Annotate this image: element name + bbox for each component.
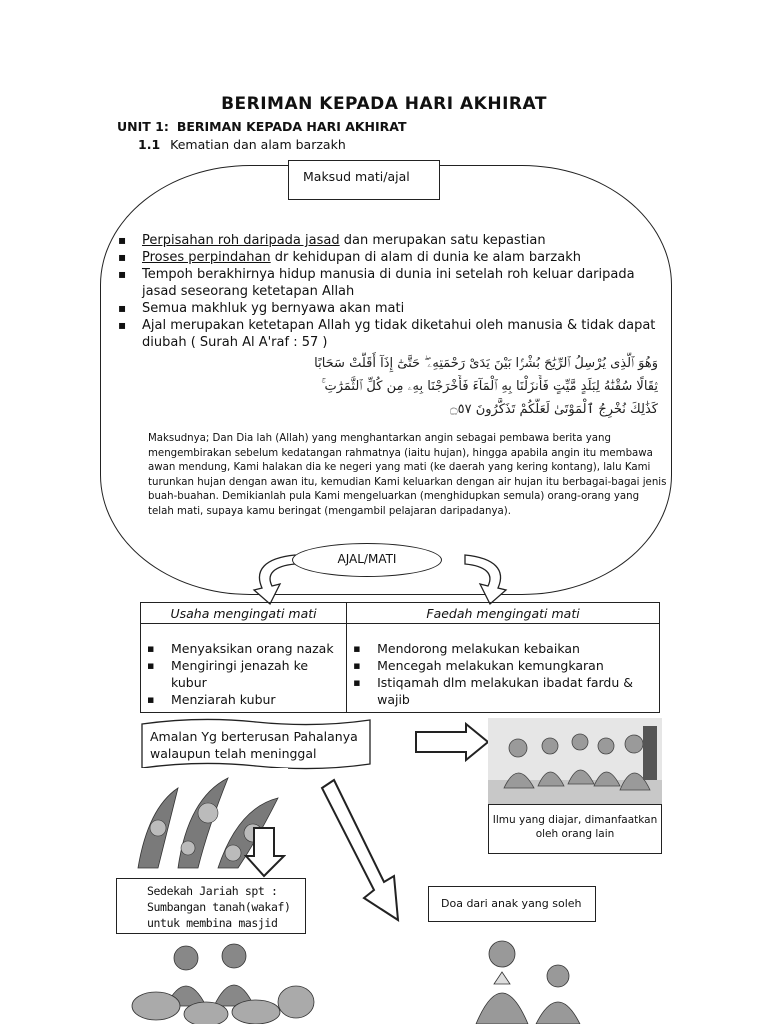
diagonal-arrow-icon — [318, 778, 408, 926]
doa-box: Doa dari anak yang soleh — [428, 886, 596, 922]
unit-title: BERIMAN KEPADA HARI AKHIRAT — [176, 119, 407, 134]
section-title: Kematian dan alam barzakh — [170, 137, 346, 152]
list-item: ▪ Mencegah melakukan kemungkaran — [353, 657, 653, 674]
verse-line: ثِقَالًا سُقْنَٰهُ لِبَلَدٍ مَّيِّتٍ فَأَنزَلْنَا بِهِ ٱلْمَآءَ فَأَخْرَجْنَا بِهِۦ مِن كُلِّ ٱلثَّمَرَٰتِ ۚ — [321, 379, 658, 394]
verse-line: وَهُوَ ٱلَّذِى يُرْسِلُ ٱلرِّيَٰحَ بُشْرًۢا بَيْنَ يَدَىْ رَحْمَتِهِۦ ۖ حَتَّىٰٓ إِذَآ أَقَلَّتْ سَحَابًا — [314, 356, 658, 371]
definition-underlined: Perpisahan roh daripada jasad — [142, 233, 340, 248]
verse-line: كَذَٰلِكَ نُخْرِجُ ٱلْمَوْتَىٰ لَعَلَّكُمْ تَذَكَّرُونَ ۝٥٧ — [449, 402, 658, 417]
list-item: ▪ Menyaksikan orang nazak — [147, 640, 340, 657]
definition-item — [118, 232, 666, 249]
definition-item — [118, 266, 666, 300]
mengingati-mati-table — [140, 602, 660, 713]
definition-text: dr kehidupan di alam di dunia ke alam barzakh — [270, 250, 581, 265]
table-header-usaha: Usaha mengingati mati — [141, 603, 347, 624]
section-heading — [138, 137, 346, 152]
section-number: 1.1 — [138, 137, 161, 152]
list-item: ▪ Mendorong melakukan kebaikan — [353, 640, 653, 657]
banner-text: Amalan Yg berterusan Pahalanya walaupun telah meninggal — [150, 729, 358, 761]
quran-verse — [150, 352, 658, 421]
ilmu-box: Ilmu yang diajar, dimanfaatkan oleh orang lain — [488, 804, 662, 854]
list-item: ▪ Mengiringi jenazah ke kubur — [147, 657, 340, 691]
page-title: BERIMAN KEPADA HARI AKHIRAT — [221, 94, 547, 114]
definition-text: Ajal merupakan ketetapan Allah yg tidak diketahui oleh manusia & tidak dapat diubah ( Surah Al A'raf : 57 ) — [142, 318, 656, 350]
definition-item — [118, 300, 666, 317]
donation-image — [126, 936, 316, 1024]
down-arrow-icon — [244, 826, 286, 878]
unit-heading — [117, 119, 407, 134]
definition-item — [118, 249, 666, 266]
table-header-faedah: Faedah mengingati mati — [347, 603, 660, 624]
praying-children-image — [428, 936, 590, 1024]
definition-text: dan merupakan satu kepastian — [339, 233, 546, 248]
verse-meaning: Maksudnya; Dan Dia lah (Allah) yang menghantarkan angin sebagai pembawa berita yang mengembirakan sebelum kedatangan rahmatnya (iaitu hujan), hingga apabila angin itu membawa awan mendung, Kami halakan dia ke negeri yang mati (ke daerah yang kering kontang), lalu Kami turunkan hujan dengan awan itu, kemudian Kami keluarkan dengan air hujan itu berbagai-bagai jenis buah-buahan. Demikianlah pula Kami mengeluarkan (menghidupkan semula) orang-orang yang telah mati, supaya kamu beringat (mengambil pelajaran daripadanya). — [148, 433, 667, 517]
list-item: ▪ Menziarah kubur — [147, 691, 340, 708]
list-item: ▪ Istiqamah dlm melakukan ibadat fardu & wajib — [353, 674, 653, 708]
definition-list — [118, 232, 666, 351]
right-arrow-icon — [414, 722, 492, 762]
maksud-heading-box: Maksud mati/ajal — [288, 160, 440, 200]
unit-label: UNIT 1: — [117, 119, 169, 134]
faedah-cell — [347, 624, 660, 713]
definition-text: Tempoh berakhirnya hidup manusia di dunia ini setelah roh keluar daripada jasad seseorang ketetapan Allah — [142, 267, 635, 299]
study-group-image — [488, 718, 662, 804]
definition-item — [118, 317, 666, 351]
sedekah-box: Sedekah Jariah spt : Sumbangan tanah(wakaf) untuk membina masjid — [116, 878, 306, 934]
usaha-cell — [141, 624, 347, 713]
definition-text: Semua makhluk yg bernyawa akan mati — [142, 301, 405, 316]
ajal-mati-ellipse: AJAL/MATI — [292, 543, 442, 577]
definition-underlined: Proses perpindahan — [142, 250, 271, 265]
